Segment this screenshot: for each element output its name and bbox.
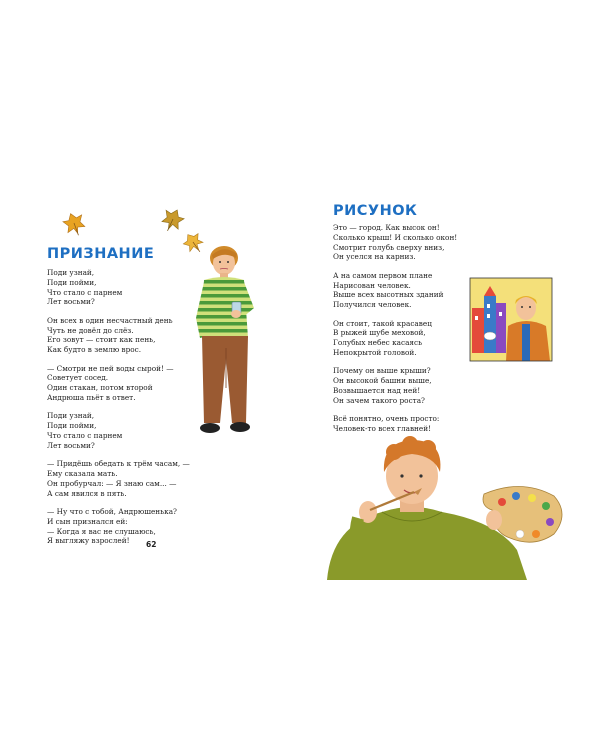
poem-line: Почему он выше крыши? xyxy=(333,366,431,376)
page-number: 62 xyxy=(146,540,157,549)
poem-line: И сын признался ей: xyxy=(47,516,128,526)
boy-with-palette-illustration xyxy=(322,430,572,580)
poem-line: Ему сказала мать. xyxy=(47,468,118,478)
poem-line: Человек-то всех главней! xyxy=(333,423,432,433)
stanza xyxy=(333,366,498,405)
poem-line: Он зачем такого роста? xyxy=(333,395,425,405)
poem-line: — Когда я вас не слушаюсь, xyxy=(47,526,156,536)
poem-line: А сам явился в пять. xyxy=(47,488,127,498)
poem-line: — Смотри не пей воды сырой! — xyxy=(47,363,174,373)
poem-line: Поди узнай, xyxy=(47,268,95,277)
poem-line: Непокрытой головой. xyxy=(333,347,417,357)
poem-line: Сколько крыш! И сколько окон! xyxy=(333,232,458,242)
poem-line: Что стало с парнем xyxy=(47,430,123,440)
poem-line: Андрюша пьёт в ответ. xyxy=(47,392,136,402)
poem-line: Лет восьми? xyxy=(47,440,95,450)
poem-line: — Ну что с тобой, Андрюшенька? xyxy=(47,506,177,516)
poem-line: — Придёшь обедать к трём часам, — xyxy=(47,459,190,469)
poem-line: Нарисован человек. xyxy=(333,280,411,290)
boy-striped-sweater-illustration xyxy=(182,238,272,443)
poem-line: Он уселся на карниз. xyxy=(333,252,416,262)
poem-line: Получился человек. xyxy=(333,300,412,310)
poem-line: Он пробурчал: — Я знаю сам... — xyxy=(47,478,177,488)
leaf-icon xyxy=(158,206,186,235)
poem-line: Советует сосед. xyxy=(47,373,109,383)
city-drawing-illustration xyxy=(470,278,552,361)
poem-line: Чуть не довёл до слёз. xyxy=(47,325,134,335)
poem-line: Смотрит голубь сверху вниз, xyxy=(333,242,445,252)
leaf-icon xyxy=(61,210,88,238)
poem-title: ПРИЗНАНИЕ xyxy=(47,246,155,262)
poem-line: Один стакан, потом второй xyxy=(47,383,153,393)
poem-line: Возвышается над ней! xyxy=(333,385,421,395)
poem-line: Как будто в землю врос. xyxy=(47,345,142,355)
stanza xyxy=(333,223,498,262)
poem-line: В рыжей шубе меховой, xyxy=(333,328,426,338)
poem-title: РИСУНОК xyxy=(333,203,418,219)
stanza xyxy=(47,459,217,498)
poem-line: Это — город. Как высок он! xyxy=(333,223,440,232)
poem-line: Его зовут — стоит как пень, xyxy=(47,335,156,345)
poem-line: Выше всех высотных зданий xyxy=(333,290,444,300)
poem-line: Поди узнай, xyxy=(47,411,95,421)
poem-line: Поди пойми, xyxy=(47,277,97,287)
poem-line: Он стоит, такой красавец xyxy=(333,318,432,328)
poem-line: Голубых небес касаясь xyxy=(333,338,423,348)
poem-line: Я выгляжу взрослей! xyxy=(47,536,130,546)
poem-line: Что стало с парнем xyxy=(47,287,123,297)
poem-line: Он высокой башни выше, xyxy=(333,376,432,386)
poem-line: А на самом первом плане xyxy=(333,270,433,280)
poem-line: Всё понятно, очень просто: xyxy=(333,414,440,424)
poem-line: Поди пойми, xyxy=(47,421,97,431)
stanza xyxy=(47,507,217,546)
poem-line: Он всех в один несчастный день xyxy=(47,315,173,325)
poem-line: Лет восьми? xyxy=(47,297,95,307)
